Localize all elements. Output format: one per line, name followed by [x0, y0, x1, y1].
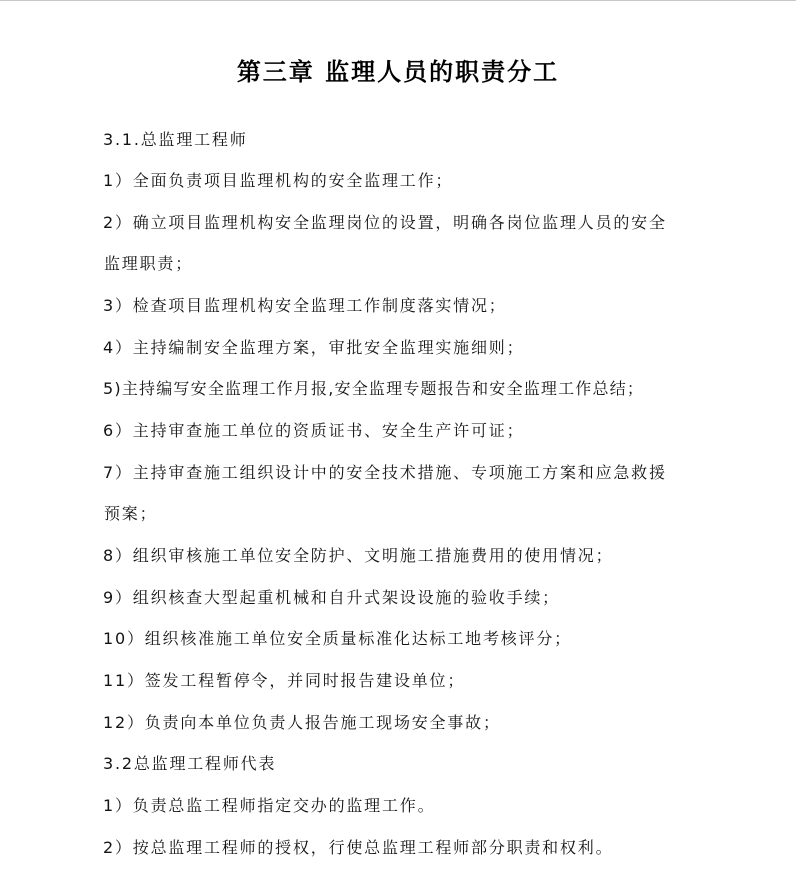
- section-heading: 3.2总监理工程师代表: [103, 754, 277, 773]
- list-item: 8）组织审核施工单位安全防护、文明施工措施费用的使用情况；: [103, 546, 614, 565]
- list-item: 4）主持编制安全监理方案，审批安全监理实施细则；: [103, 338, 525, 357]
- list-item: 1）全面负责项目监理机构的安全监理工作；: [103, 171, 454, 190]
- list-item-continuation: 预案；: [104, 504, 158, 523]
- list-item: 11）签发工程暂停令，并同时报告建设单位；: [103, 671, 466, 690]
- list-item: 3）检查项目监理机构安全监理工作制度落实情况；: [103, 296, 507, 315]
- list-item-continuation: 监理职责；: [104, 254, 194, 273]
- section-heading: 3.1.总监理工程师: [103, 130, 248, 149]
- list-item: 5)主持编写安全监理工作月报,安全监理专题报告和安全监理工作总结；: [103, 379, 645, 398]
- list-item: 1）负责总监工程师指定交办的监理工作。: [103, 796, 436, 815]
- list-item: 2）确立项目监理机构安全监理岗位的设置，明确各岗位监理人员的安全: [103, 213, 667, 232]
- list-item: 2）按总监理工程师的授权，行使总监理工程师部分职责和权利。: [103, 838, 614, 857]
- list-item: 6）主持审查施工单位的资质证书、安全生产许可证；: [103, 421, 525, 440]
- list-item: 12）负责向本单位负责人报告施工现场安全事故；: [103, 713, 501, 732]
- list-item: 7）主持审查施工组织设计中的安全技术措施、专项施工方案和应急救援: [103, 463, 667, 482]
- list-item: 10）组织核准施工单位安全质量标准化达标工地考核评分；: [103, 629, 572, 648]
- top-border: [0, 0, 796, 1]
- chapter-title: 第三章 监理人员的职责分工: [236, 57, 560, 86]
- list-item: 9）组织核查大型起重机械和自升式架设设施的验收手续；: [103, 588, 560, 607]
